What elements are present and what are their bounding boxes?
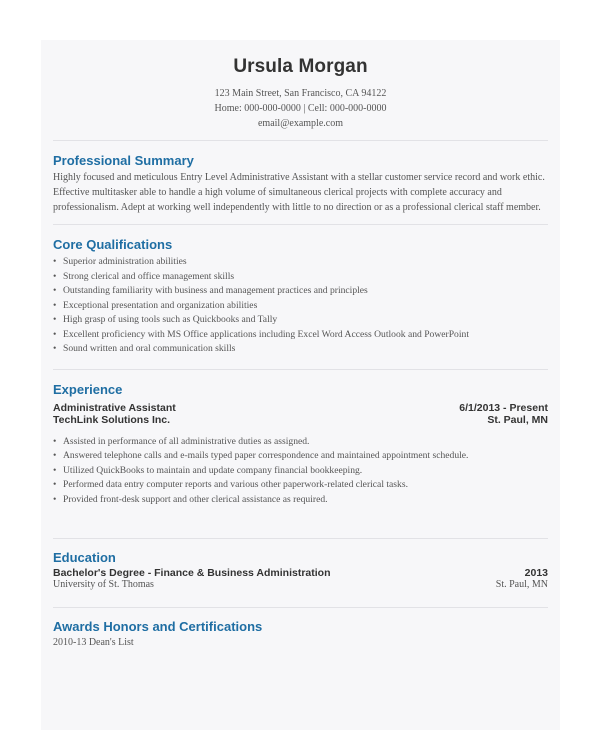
education-row-1 <box>53 567 548 579</box>
list-item: • Superior administration abilities <box>53 255 548 270</box>
address: 123 Main Street, San Francisco, CA 94122 <box>214 88 387 99</box>
education-section <box>41 539 560 591</box>
education-title: Education <box>53 550 116 565</box>
list-item: • Performed data entry computer reports and various other paperwork-related clerical tasks. <box>53 478 548 493</box>
candidate-name: Ursula Morgan <box>233 56 368 77</box>
list-item: • Sound written and oral communication skills <box>53 342 548 357</box>
list-item: • Strong clerical and office management skills <box>53 270 548 285</box>
list-item: • High grasp of using tools such as Quickbooks and Tally <box>53 313 548 328</box>
company-name: TechLink Solutions Inc. <box>53 413 171 426</box>
email: email@example.com <box>257 118 343 129</box>
job-dates: 6/1/2013 - Present <box>459 401 548 414</box>
job-row-1 <box>53 402 548 414</box>
awards-section <box>41 608 560 649</box>
graduation-year: 2013 <box>524 567 548 579</box>
list-item: • Exceptional presentation and organization abilities <box>53 299 548 314</box>
experience-list <box>53 435 548 508</box>
school-location: St. Paul, MN <box>495 579 548 590</box>
summary-title: Professional Summary <box>53 153 194 168</box>
summary-line: Effective multitasker able to handle a high volume of simultaneous clerical projects with complete accuracy and <box>53 187 502 198</box>
list-item: • Answered telephone calls and e-mails typed paper correspondence and maintained appointment schedule. <box>53 449 548 464</box>
qualifications-title: Core Qualifications <box>53 237 173 252</box>
degree: Bachelor's Degree - Finance & Business Administration <box>53 567 331 579</box>
list-item: • Assisted in performance of all administrative duties as assigned. <box>53 435 548 450</box>
phone-numbers: Home: 000-000-0000 | Cell: 000-000-0000 <box>214 103 387 114</box>
qualifications-section <box>41 225 560 357</box>
summary-line: professionalism. Adept at working well independently with little to no direction or as a professional clerical staff member. <box>53 202 541 213</box>
list-item: • Excellent proficiency with MS Office applications including Excel Word Access Outlook and PowerPoint <box>53 328 548 343</box>
list-item: • Outstanding familiarity with business and management practices and principles <box>53 284 548 299</box>
education-row-2 <box>53 579 548 591</box>
qualifications-list <box>53 255 548 357</box>
experience-section <box>41 370 560 508</box>
job-row-2 <box>53 414 548 426</box>
award-item: 2010-13 Dean's List <box>53 637 134 648</box>
list-item: • Utilized QuickBooks to maintain and update company financial bookkeeping. <box>53 464 548 479</box>
list-item: • Provided front-desk support and other clerical assistance as required. <box>53 493 548 508</box>
summary-text <box>53 170 548 215</box>
job-title: Administrative Assistant <box>53 401 176 414</box>
resume-header <box>41 40 560 131</box>
job-location: St. Paul, MN <box>487 413 548 426</box>
summary-section <box>41 141 560 215</box>
resume-page <box>41 40 560 730</box>
experience-title: Experience <box>53 381 123 397</box>
school-name: University of St. Thomas <box>53 579 154 590</box>
awards-title: Awards Honors and Certifications <box>53 619 263 634</box>
summary-line: Highly focused and meticulous Entry Level Administrative Assistant with a stellar customer service record and work ethic. <box>53 172 545 183</box>
